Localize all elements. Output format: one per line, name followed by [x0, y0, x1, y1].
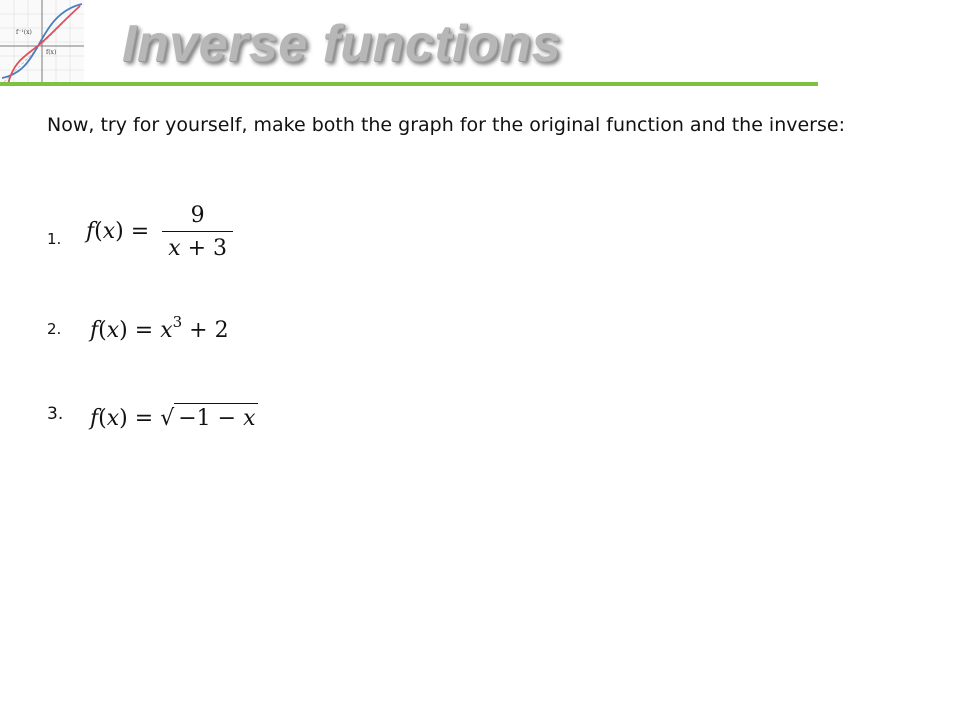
item-2-lhs: f(x) = [90, 318, 154, 343]
item-2-tail: + 2 [189, 318, 229, 343]
item-1-equation [86, 203, 233, 261]
item-3-equation [90, 406, 258, 431]
item-2-base: x [160, 318, 173, 343]
slide-title: Inverse functions [122, 15, 562, 73]
graph-logo-icon [0, 0, 84, 86]
item-1-numerator: 9 [190, 203, 205, 228]
item-3-radicand: −1 − x [174, 403, 257, 431]
item-3-lhs: f(x) = [90, 406, 154, 431]
item-1-fraction [162, 203, 233, 261]
item-2-exponent: 3 [172, 313, 183, 331]
item-1-number: 1. [47, 230, 62, 248]
instruction-text: Now, try for yourself, make both the graph for the original function and the inverse: [47, 114, 845, 136]
item-1-denominator: x + 3 [162, 231, 233, 261]
title-underline [0, 82, 818, 86]
item-1-lhs: f(x) = [86, 219, 150, 244]
item-2-equation [90, 313, 229, 343]
logo-inverse-label: f⁻¹(x) [16, 29, 32, 36]
logo-function-label: f(x) [46, 49, 57, 56]
item-2-number: 2. [47, 320, 62, 338]
item-3-square-root [160, 406, 257, 431]
item-3-radical-sign: √ [160, 406, 175, 431]
item-3-number: 3. [47, 404, 64, 424]
